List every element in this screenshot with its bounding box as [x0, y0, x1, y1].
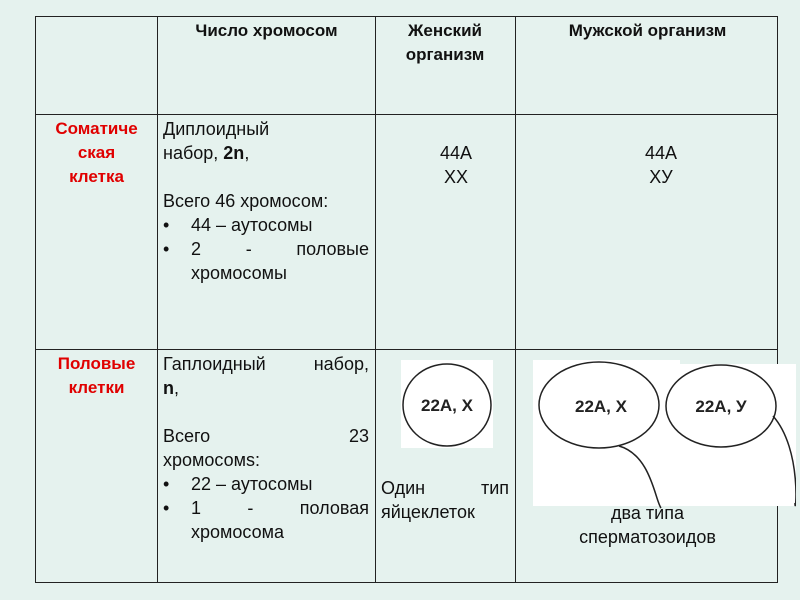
bullet-sex-chromosome-1: • 1 - половая хромосома — [163, 498, 369, 542]
bullet-sex-chromosomes: • 2 - половые хромосомы — [163, 239, 369, 283]
female-caption: Один тип яйцеклеток — [381, 478, 509, 522]
egg-cell-icon — [401, 360, 493, 448]
cell-sex-chromosomes: Гаплоидный набор, n, Всего 23 хромосомs: • 22 – аутосомы • 1 - половая хромосома — [163, 354, 369, 542]
sperm-cells-icon — [533, 360, 796, 510]
row-label-sex-cells: Половые клетки — [57, 354, 136, 397]
chromosome-table — [35, 16, 778, 583]
diploid-set-line: набор, 2n, — [163, 143, 250, 163]
sperm-cell-y-label: 22А, У — [695, 397, 747, 416]
cell-somatic-female: 44А ХХ — [439, 143, 473, 187]
egg-cell-label: 22А, Х — [421, 396, 473, 415]
header-male-organism: Мужской организм — [568, 21, 727, 40]
total-23: Всего 23 — [163, 426, 369, 446]
column-divider — [515, 17, 516, 582]
male-caption: два типа сперматозоидов — [579, 503, 716, 547]
haploid-label: Гаплоидный набор, — [163, 354, 369, 374]
diploid-label: Диплоидный — [163, 119, 270, 139]
egg-cell-image — [401, 360, 493, 448]
header-chromosome-count: Число хромосом — [195, 21, 338, 40]
bullet-autosomes-22: • 22 – аутосомы — [163, 474, 313, 494]
row-label-somatic: Соматиче ская клетка — [55, 119, 138, 186]
column-divider — [157, 17, 158, 582]
row-divider — [36, 349, 777, 350]
cell-somatic-male: 44А ХУ — [644, 143, 678, 187]
total-46: Всего 46 хромосом: — [163, 191, 329, 211]
column-divider — [375, 17, 376, 582]
header-female-organism: Женский организм — [405, 21, 485, 64]
row-divider — [36, 114, 777, 115]
bullet-autosomes: • 44 – аутосомы — [163, 215, 313, 235]
haploid-set-line: n, — [163, 378, 180, 398]
cell-somatic-chromosomes — [163, 117, 369, 285]
sperm-cell-x-label: 22А, Х — [575, 397, 627, 416]
